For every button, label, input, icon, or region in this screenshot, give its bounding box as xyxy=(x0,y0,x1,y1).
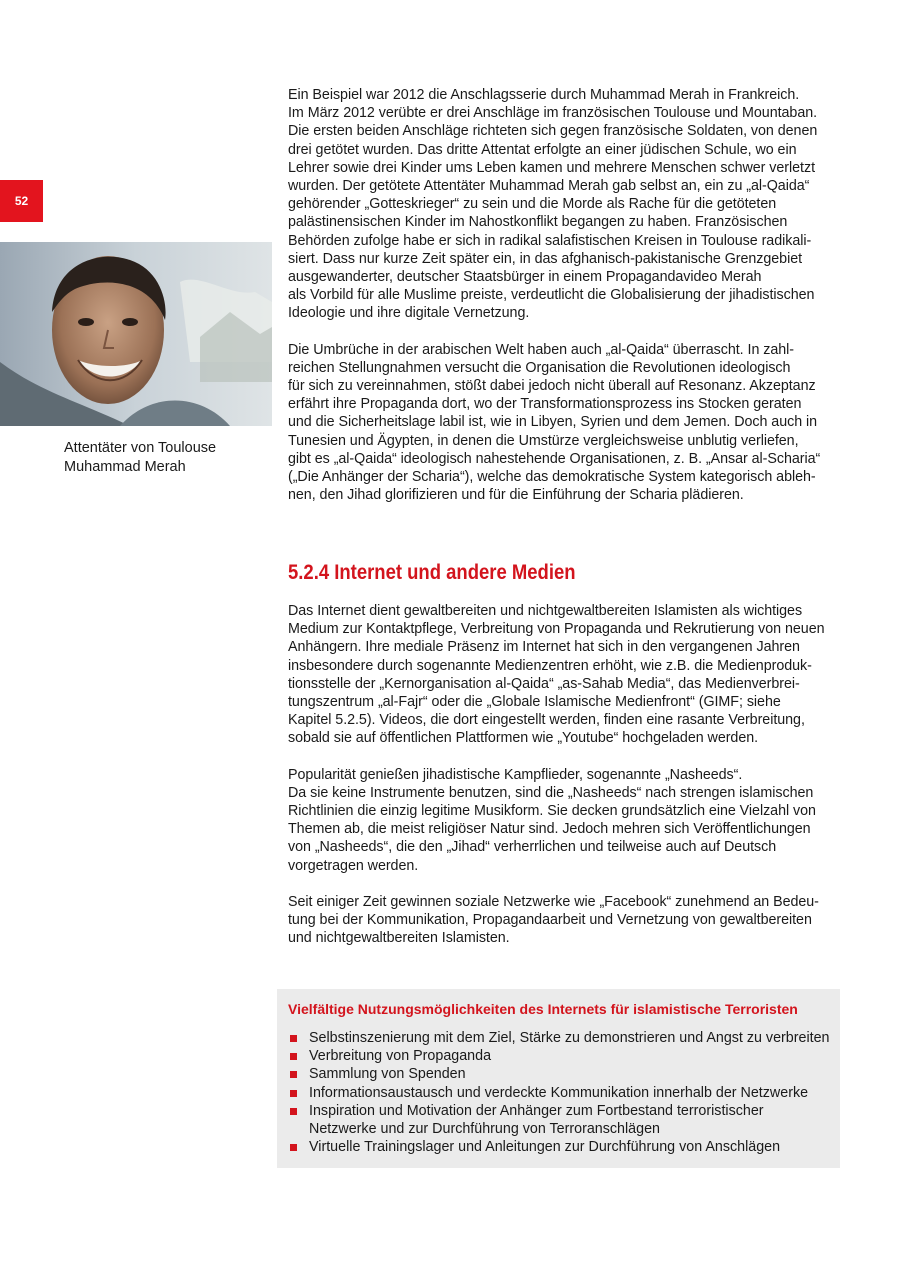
page-number-tab xyxy=(0,180,43,222)
list-item xyxy=(288,1102,838,1138)
bullet-square-icon xyxy=(290,1144,297,1151)
body-text-top xyxy=(288,86,836,522)
portrait-photo xyxy=(0,242,272,426)
info-box-title: Vielfältige Nutzungsmöglichkeiten des Internets für islamistische Terroristen xyxy=(288,1001,798,1017)
list-item xyxy=(288,1065,838,1083)
body-text-section xyxy=(288,602,836,965)
bullet-square-icon xyxy=(290,1090,297,1097)
list-item-text: Verbreitung von Propaganda xyxy=(309,1048,492,1065)
bullet-square-icon xyxy=(290,1108,297,1115)
bullet-square-icon xyxy=(290,1053,297,1060)
list-item-text: Informationsaustausch und verdeckte Kommunikation innerhalb der Netzwerke xyxy=(309,1084,809,1101)
paragraph: Ein Beispiel war 2012 die Anschlagsserie durch Muhammad Merah in Frankreich. Im März 2012 verübte er drei Anschläge im französischen Toulouse und Mountaban. Die ersten beiden Anschläge richteten sich gegen französische Soldaten, von denen drei getötet wurden. Das dritte Attentat erfolgte an einer jüdischen Schule, wo ein Lehrer sowie drei Kinder ums Leben kamen und mehrere Menschen schwer verletzt wurden. Der getötete Attentäter Muhammad Merah gab selbst an, ein zu „al-Qaida“ gehörender „Gotteskrieger“ zu sein und die Morde als Rache für die getöteten palästinensischen Kinder im Nahostkonflikt begangen zu haben. Französischen Behörden zufolge habe er sich in radikal salafistischen Kreisen in Toulouse radikali- siert. Dass nur kurze Zeit später ein, in das afghanisch-pakistanische Grenzgebiet ausgewanderter, deutscher Staatsbürger in einem Propagandavideo Merah als Vorbild für alle Muslime preiste, verdeutlicht die Globalisierung der jihadistischen Ideologie und ihre digitale Vernetzung. xyxy=(288,87,818,322)
list-item-text: Virtuelle Trainingslager und Anleitungen zur Durchführung von Anschlägen xyxy=(309,1139,781,1156)
portrait-photo-icon xyxy=(0,242,272,426)
bullet-square-icon xyxy=(290,1071,297,1078)
bullet-square-icon xyxy=(290,1035,297,1042)
section-heading: 5.2.4 Internet und andere Medien xyxy=(288,561,576,584)
list-item-text: Inspiration und Motivation der Anhänger zum Fortbestand terroristischer Netzwerke und zur Durchführung von Terroranschlägen xyxy=(309,1102,764,1138)
paragraph: Das Internet dient gewaltbereiten und nichtgewaltbereiten Islamisten als wichtiges Medium zur Kontaktpflege, Verbreitung von Propaganda und Rekrutierung von neuen Anhängern. Ihre mediale Präsenz im Internet hat sich in den vergangenen Jahren insbesondere durch sogenannte Medienzentren erhöht, wie z.B. die Medienproduk- tionsstelle der „Kernorganisation al-Qaida“ „as-Sahab Media“, das Medienverbrei- tungszentrum „al-Fajr“ oder die „Globale Islamische Medienfront“ (GIMF; siehe Kapitel 5.2.5). Videos, die dort eingestellt werden, finden eine rasante Verbreitung, sobald sie auf öffentlichen Plattformen wie „Youtube“ hochgeladen werden. xyxy=(288,603,825,747)
paragraph: Die Umbrüche in der arabischen Welt haben auch „al-Qaida“ überrascht. In zahl- reichen Stellungnahmen versucht die Organisation die Revolutionen ideologisch für sich zu vereinnahmen, stößt dabei jedoch nicht überall auf Resonanz. Akzeptanz erfährt ihre Propaganda dort, wo der Transformationsprozess ins Stocken geraten und die Sicherheitslage labil ist, wie in Libyen, Syrien und dem Jemen. Doch auch in Tunesien und Ägypten, in denen die Umstürze vergleichsweise unblutig verliefen, gibt es „al-Qaida“ ideologisch nahestehende Organisationen, z. B. „Ansar al-Scharia“ („Die Anhänger der Scharia“), welche das demokratische System kategorisch ableh- nen, den Jihad glorifizieren und für die Einführung der Scharia plädieren. xyxy=(288,341,821,504)
info-box-list xyxy=(288,1029,838,1156)
list-item-text: Selbstinszenierung mit dem Ziel, Stärke zu demonstrieren und Angst zu verbreiten xyxy=(309,1030,830,1046)
list-item xyxy=(288,1084,838,1102)
list-item xyxy=(288,1029,838,1047)
photo-caption: Attentäter von Toulouse Muhammad Merah xyxy=(64,440,217,475)
list-item xyxy=(288,1047,838,1065)
list-item-text: Sammlung von Spenden xyxy=(309,1066,466,1083)
paragraph: Seit einiger Zeit gewinnen soziale Netzwerke wie „Facebook“ zunehmend an Bedeu- tung bei der Kommunikation, Propagandaarbeit und Vernetzung von gewaltbereiten und nichtgewaltbereiten Islamisten. xyxy=(288,893,819,947)
page-number: 52 xyxy=(14,194,29,208)
list-item xyxy=(288,1138,838,1156)
paragraph: Popularität genießen jihadistische Kampflieder, sogenannte „Nasheeds“. Da sie keine Instrumente benutzen, sind die „Nasheeds“ nach strengen islamischen Richtlinien die einzig legitime Musikform. Sie decken grundsätzlich eine Vielzahl von Themen ab, die meist religiöser Natur sind. Jedoch mehren sich Veröffentlichungen von „Nasheeds“, die den „Jihad“ verherrlichen und teilweise auch auf Deutsch vorgetragen werden. xyxy=(288,766,816,874)
info-box xyxy=(277,989,840,1168)
